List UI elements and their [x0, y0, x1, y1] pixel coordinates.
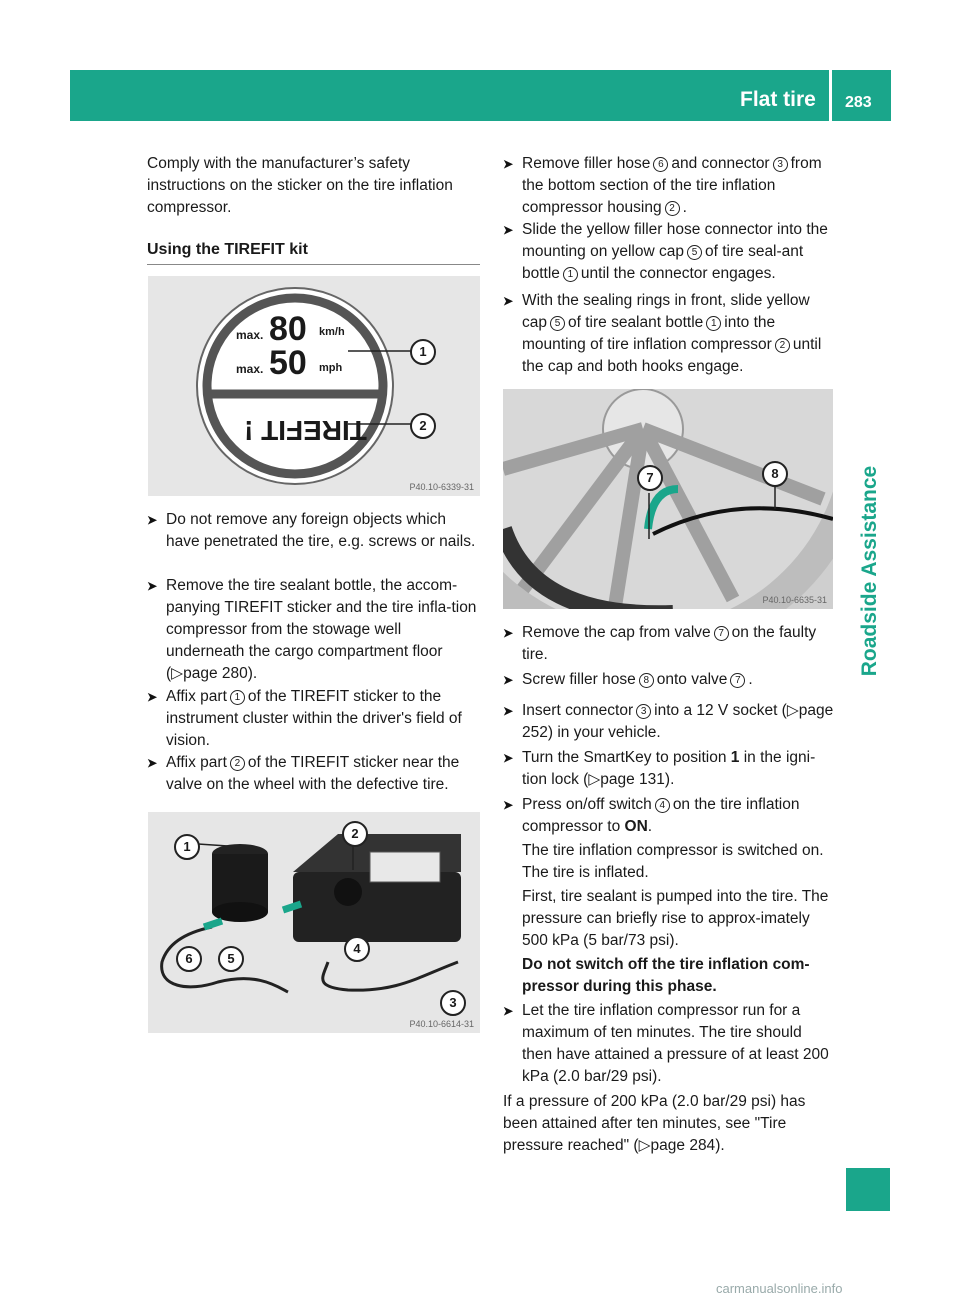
callout-ref: 2: [775, 338, 790, 353]
warning-do-not-switch-off: Do not switch off the tire inflation com-pressor during this phase.: [522, 956, 810, 995]
bullet-arrow-icon: ➤: [503, 294, 514, 308]
callout-ref: 1: [230, 690, 245, 705]
mph-value: 50: [269, 344, 307, 382]
callout-ref: 7: [714, 626, 729, 641]
figure-code: P40.10-6635-31: [762, 595, 827, 605]
callout-ref: 6: [653, 157, 668, 172]
bullet-screw-hose: ➤ Screw filler hose 8 onto valve 7 .: [503, 669, 836, 691]
tirefit-sticker-figure: [148, 276, 480, 496]
bullet-arrow-icon: ➤: [503, 673, 514, 687]
bullet-arrow-icon: ➤: [147, 690, 158, 704]
callout-ref: 5: [687, 245, 702, 260]
tirefit-sticker-text: TIREFIT !: [244, 415, 367, 446]
bullet-press-switch: ➤ Press on/off switch 4 on the tire inflation compressor to ON.: [503, 796, 800, 835]
bullet-affix-part-2: ➤ Affix part 2 of the TIREFIT sticker near the valve on the wheel with the defective tire.: [147, 754, 460, 793]
figure-code: P40.10-6614-31: [409, 1019, 474, 1029]
page-ref-arrow-icon: ▷: [638, 1137, 651, 1154]
bullet-arrow-icon: ➤: [503, 626, 514, 640]
section-heading: Using the TIREFIT kit: [147, 241, 308, 258]
page-ref[interactable]: page 284: [650, 1137, 716, 1154]
callout-5: 5: [218, 946, 244, 972]
figure-code: P40.10-6339-31: [409, 482, 474, 492]
watermark: carmanualsonline.info: [716, 1281, 843, 1296]
callout-ref: 5: [550, 316, 565, 331]
callout-1: 1: [174, 834, 200, 860]
final-paragraph: If a pressure of 200 kPa (2.0 bar/29 psi) has been attained after ten minutes, see "Tire pressure reached" (▷page 284).: [503, 1093, 806, 1154]
bullet-arrow-icon: ➤: [503, 798, 514, 812]
page-ref-arrow-icon: ▷: [588, 771, 601, 788]
bullet-run-compressor: ➤ Let the tire inflation compressor run for a maximum of ten minutes. The tire should then have attained a pressure of at least 200 kPa (2.0 bar/29 psi).: [503, 1002, 829, 1085]
mph-unit: mph: [319, 362, 343, 374]
bullet-arrow-icon: ➤: [503, 751, 514, 765]
page-ref[interactable]: page 252: [522, 702, 834, 741]
page-ref-arrow-icon: ▷: [171, 665, 184, 682]
callout-3: 3: [440, 990, 466, 1016]
callout-ref: 7: [730, 673, 745, 688]
callout-ref: 1: [563, 267, 578, 282]
bullet-affix-part-1: ➤ Affix part 1 of the TIREFIT sticker to the instrument cluster within the driver's field of vision.: [147, 688, 462, 749]
bullet-foreign-objects: ➤ Do not remove any foreign objects which have penetrated the tire, e.g. screws or nails.: [147, 511, 476, 550]
callout-8: 8: [762, 461, 788, 487]
wheel-illustration: [503, 389, 833, 609]
heading-rule: [147, 264, 480, 265]
side-tab-block: [846, 1168, 890, 1211]
note-switched-on: The tire inflation compressor is switched on. The tire is inflated.: [522, 842, 824, 881]
note-sealant-pumped: First, tire sealant is pumped into the tire. The pressure can briefly rise to approx-imately 500 kPa (5 bar/73 psi).: [522, 888, 829, 949]
callout-7: 7: [637, 465, 663, 491]
bullet-turn-smartkey: ➤ Turn the SmartKey to position 1 in the igni-tion lock (▷page 131).: [503, 749, 816, 788]
bullet-arrow-icon: ➤: [503, 223, 514, 237]
max-label-2: max.: [236, 362, 264, 376]
callout-ref: 3: [773, 157, 788, 172]
bullet-arrow-icon: ➤: [503, 157, 514, 171]
callout-ref: 4: [655, 798, 670, 813]
sticker-illustration: [148, 276, 480, 496]
callout-2: 2: [410, 413, 436, 439]
bullet-remove-filler-hose: ➤ Remove filler hose 6 and connector 3 from the bottom section of the tire inflation compressor housing 2 .: [503, 155, 822, 216]
callout-ref: 2: [230, 756, 245, 771]
page-ref[interactable]: page 280: [183, 665, 248, 682]
callout-ref: 8: [639, 673, 654, 688]
callout-2: 2: [342, 821, 368, 847]
section-title: Flat tire: [740, 88, 816, 111]
bullet-arrow-icon: ➤: [147, 579, 158, 593]
intro-text: Comply with the manufacturer’s safety instructions on the sticker on the tire inflation compressor.: [147, 155, 453, 216]
callout-4: 4: [344, 936, 370, 962]
bullet-arrow-icon: ➤: [147, 513, 158, 527]
bullet-arrow-icon: ➤: [503, 1004, 514, 1018]
bullet-remove-valve-cap: ➤ Remove the cap from valve 7 on the faulty tire.: [503, 624, 817, 663]
callout-6: 6: [176, 946, 202, 972]
callout-1: 1: [410, 339, 436, 365]
header-separator: [829, 70, 832, 121]
callout-ref: 3: [636, 704, 651, 719]
kmh-unit: km/h: [319, 326, 345, 338]
bullet-slide-connector: ➤ Slide the yellow filler hose connector into the mounting on yellow cap 5 of tire seal-ant bottle 1 until the connector engages.: [503, 221, 828, 282]
tirefit-kit-figure: [148, 812, 480, 1033]
side-section-label: Roadside Assistance: [858, 465, 882, 677]
bullet-remove-kit: ➤ Remove the tire sealant bottle, the accom-panying TIREFIT sticker and the tire infla-tion compressor from the stowage well underneath the cargo compartment floor (▷page 280).: [147, 577, 477, 682]
callout-ref: 1: [706, 316, 721, 331]
page-ref[interactable]: page 131: [600, 771, 665, 788]
kmh-value: 80: [269, 310, 307, 348]
page-number: 283: [845, 94, 872, 111]
bullet-arrow-icon: ➤: [503, 704, 514, 718]
wheel-valve-figure: [503, 389, 833, 609]
max-label-1: max.: [236, 328, 264, 342]
bullet-arrow-icon: ➤: [147, 756, 158, 770]
bullet-insert-connector: ➤ Insert connector 3 into a 12 V socket (▷page 252) in your vehicle.: [503, 702, 834, 741]
page-ref-arrow-icon: ▷: [786, 702, 799, 719]
bullet-slide-cap: ➤ With the sealing rings in front, slide yellow cap 5 of tire sealant bottle 1 into the mounting of tire inflation compressor 2 until the cap and both hooks engage.: [503, 292, 822, 375]
callout-ref: 2: [665, 201, 680, 216]
